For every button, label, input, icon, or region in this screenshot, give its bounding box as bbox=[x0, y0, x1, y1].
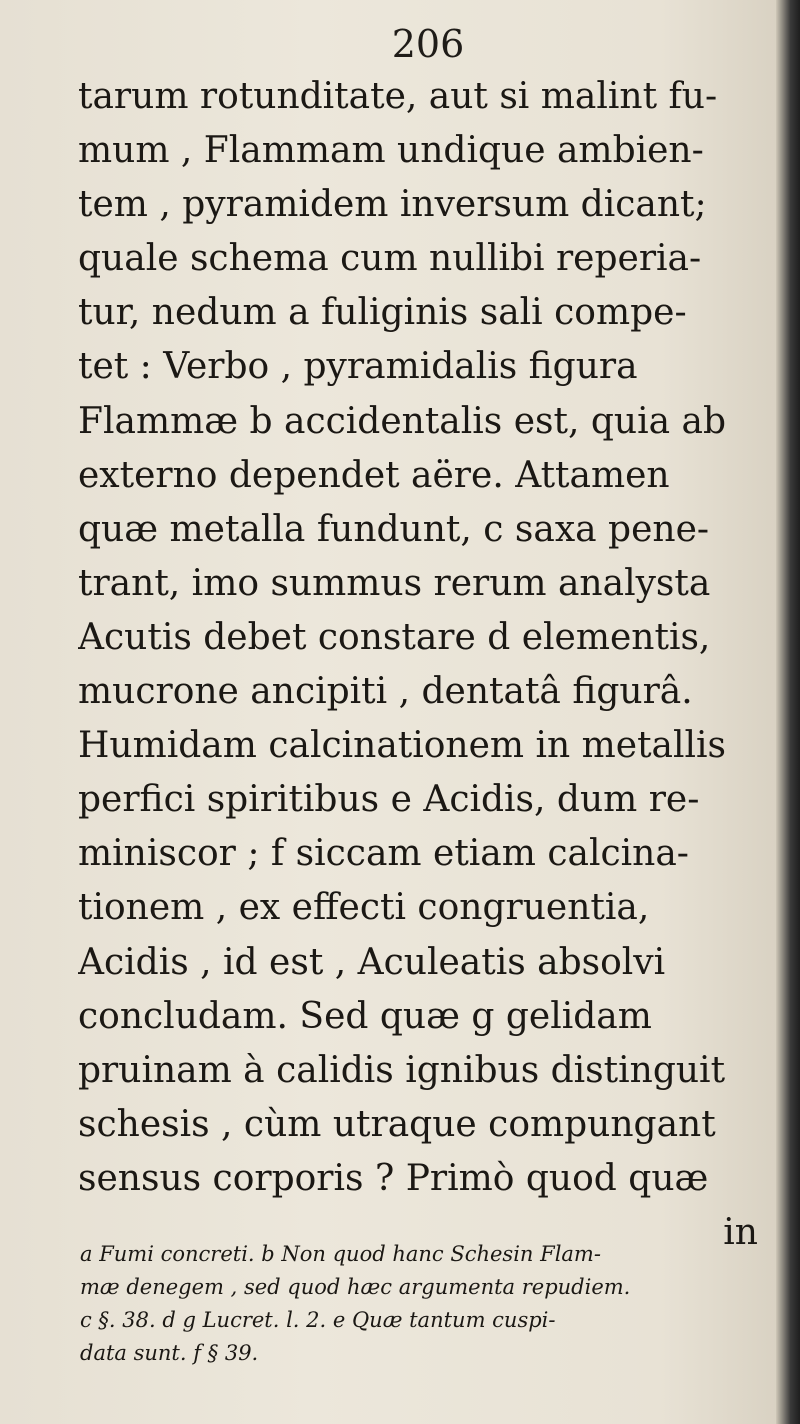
text-line: perfici spiritibus e Acidis, dum re- bbox=[78, 779, 700, 821]
footnote-line: a Fumi concreti. b Non quod hanc Schesin Flam- bbox=[80, 1242, 601, 1266]
text-line: Flammæ b accidentalis est, quia ab bbox=[78, 400, 726, 442]
catchword: in bbox=[723, 1211, 758, 1253]
text-line: Humidam calcinationem in metallis bbox=[78, 725, 727, 767]
text-line: mucrone ancipiti , dentatâ figurâ. bbox=[78, 671, 693, 713]
text-line: externo dependet aëre. Attamen bbox=[78, 454, 670, 496]
text-line: tarum rotunditate, aut si malint fu- bbox=[78, 76, 718, 117]
footnote-line: mæ denegem , sed quod hæc argumenta repudiem. bbox=[80, 1275, 631, 1299]
text-line: sensus corporis ? Primò quod quæ bbox=[78, 1157, 709, 1199]
text-line: tem , pyramidem inversum dicant; bbox=[78, 184, 707, 226]
footnotes bbox=[80, 1238, 760, 1370]
page-number: 206 bbox=[391, 22, 465, 66]
text-line: tur, nedum a fuliginis sali compe- bbox=[78, 292, 687, 334]
text-line: pruinam à calidis ignibus distinguit bbox=[78, 1049, 726, 1091]
text-line: schesis , cùm utraque compungant bbox=[78, 1103, 716, 1145]
body-text bbox=[78, 70, 768, 1260]
text-line: trant, imo summus rerum analysta bbox=[78, 562, 711, 604]
text-line: quale schema cum nullibi reperia- bbox=[78, 238, 702, 280]
text-line: mum , Flammam undique ambien- bbox=[78, 130, 704, 172]
text-line: miniscor ; f siccam etiam calcina- bbox=[78, 833, 689, 875]
text-line: tionem , ex effecti congruentia, bbox=[78, 887, 650, 929]
text-line: Acutis debet constare d elementis, bbox=[78, 616, 711, 658]
book-gutter bbox=[776, 0, 800, 1424]
footnote-line: data sunt. f § 39. bbox=[80, 1341, 259, 1365]
footnote-line: c §. 38. d g Lucret. l. 2. e Quæ tantum cuspi- bbox=[80, 1308, 556, 1332]
text-line: Acidis , id est , Aculeatis absolvi bbox=[78, 941, 666, 983]
text-line: quæ metalla fundunt, c saxa pene- bbox=[78, 508, 710, 550]
text-line: tet : Verbo , pyramidalis figura bbox=[78, 346, 638, 388]
text-line: concludam. Sed quæ g gelidam bbox=[78, 995, 652, 1037]
